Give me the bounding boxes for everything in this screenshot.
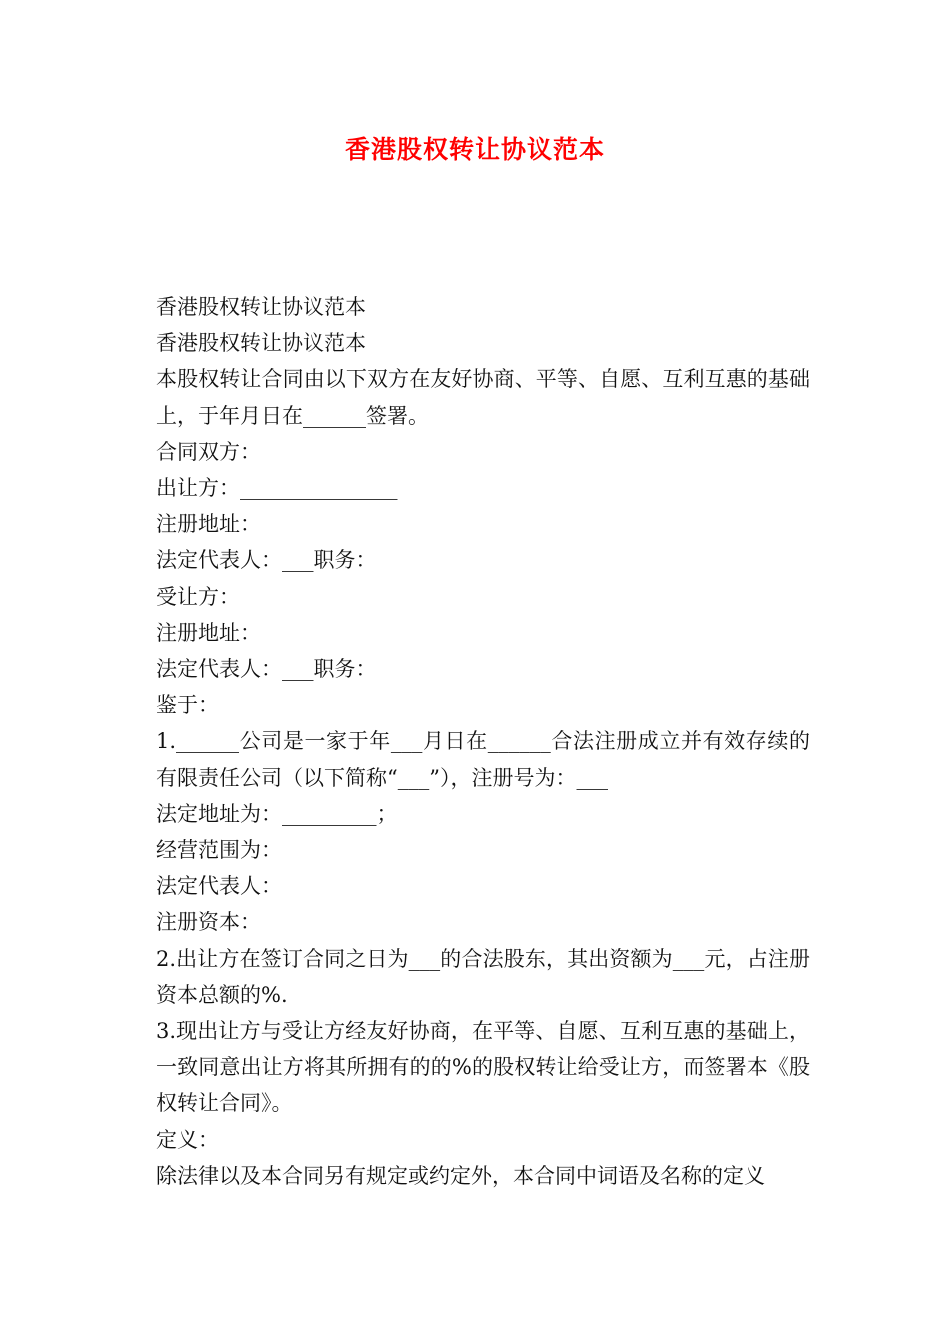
paragraph-transferor-representative: 法定代表人：___职务：: [156, 548, 377, 573]
document-body: [145, 289, 810, 1194]
paragraph-clause-2: 2.出让方在签订合同之日为___的合法股东，其出资额为___元，占注册资本总额的%.: [156, 946, 810, 1007]
paragraph-clause-3: 3.现出让方与受让方经友好协商，在平等、自愿、互利互惠的基础上，一致同意出让方将其所拥有的的%的股权转让给受让方，而签署本《股权转让合同》。: [156, 1019, 810, 1116]
paragraph-registered-capital: 注册资本：: [156, 910, 261, 935]
paragraph-legal-address: 法定地址为：_________；: [156, 801, 398, 826]
paragraph-transferee: 受让方：: [156, 584, 240, 609]
paragraph-transferee-representative: 法定代表人：___职务：: [156, 657, 377, 682]
document-title: 香港股权转让协议范本: [344, 135, 605, 164]
paragraph-transferor-address: 注册地址：: [156, 512, 261, 537]
paragraph-clause-1: 1.______公司是一家于年___月日在______合法注册成立并有效存续的有限责任公司（以下简称“___”），注册号为：___: [156, 729, 810, 790]
paragraph-heading-2: 香港股权转让协议范本: [156, 331, 366, 356]
paragraph-definitions-heading: 定义：: [156, 1127, 219, 1152]
paragraph-definitions-text: 除法律以及本合同另有规定或约定外，本合同中词语及名称的定义: [156, 1163, 765, 1188]
paragraph-whereas: 鉴于：: [156, 693, 219, 718]
paragraph-heading-1: 香港股权转让协议范本: [156, 295, 366, 319]
paragraph-transferor: 出让方：_______________: [156, 476, 398, 501]
paragraph-parties: 合同双方：: [156, 439, 261, 464]
paragraph-legal-representative: 法定代表人：: [156, 874, 282, 899]
paragraph-preamble: 本股权转让合同由以下双方在友好协商、平等、自愿、互利互惠的基础上，于年月日在______签署。: [156, 367, 810, 428]
paragraph-business-scope: 经营范围为：: [156, 838, 282, 863]
paragraph-transferee-address: 注册地址：: [156, 620, 261, 645]
